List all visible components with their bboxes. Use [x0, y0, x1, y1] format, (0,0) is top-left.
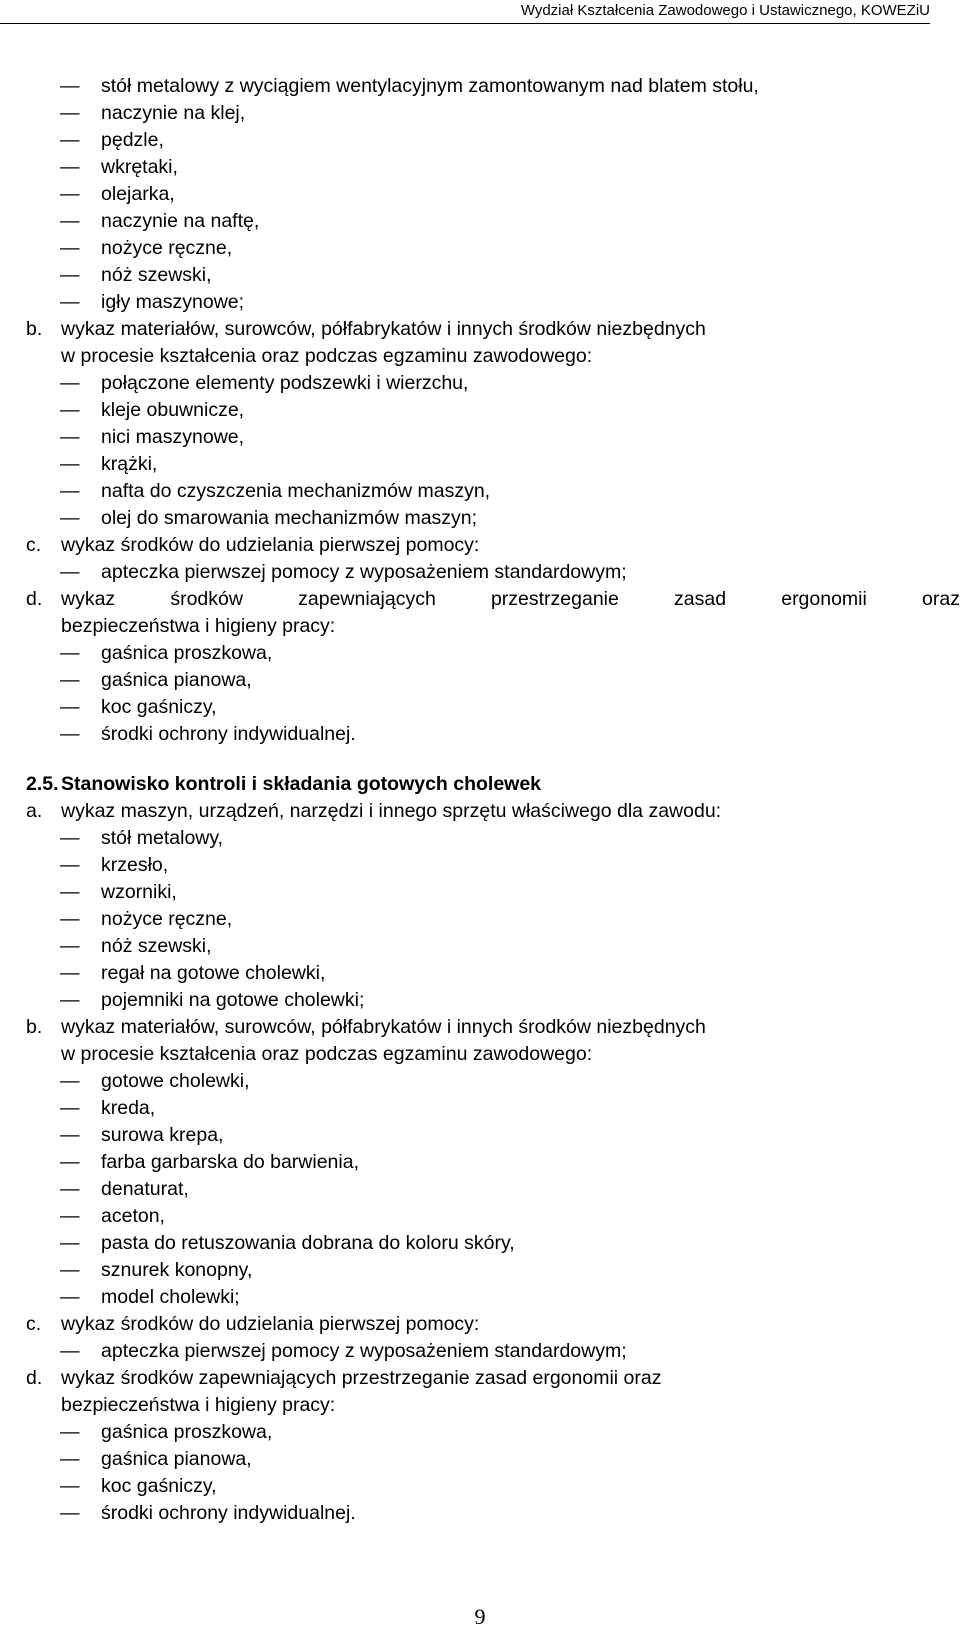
list-item [26, 397, 960, 424]
list-marker: c. [26, 534, 42, 556]
list-item-text: nóż szewski, [101, 264, 212, 286]
dash-bullet [60, 208, 80, 235]
dash-bullet [60, 1284, 80, 1311]
dash-bullet [60, 825, 80, 852]
list-heading-a [26, 798, 960, 825]
list-item-text: nożyce ręczne, [101, 237, 233, 259]
list-item [26, 1284, 960, 1311]
list-item-text: kreda, [101, 1097, 156, 1119]
list-item [26, 879, 960, 906]
dash-bullet [60, 906, 80, 933]
list-item-text: naczynie na naftę, [101, 210, 260, 232]
list-item [26, 1338, 960, 1365]
list-heading-text: wykaz środków zapewniających przestrzeganie zasad ergonomii oraz [61, 1367, 662, 1389]
word: ergonomii [781, 588, 867, 610]
list-item-text: igły maszynowe; [101, 291, 245, 313]
list-marker: b. [26, 1016, 43, 1038]
list-item [26, 478, 960, 505]
list-item-text: gaśnica proszkowa, [101, 1421, 273, 1443]
dash-bullet [60, 1230, 80, 1257]
equipment-list-continued [26, 73, 960, 748]
dash-bullet [60, 451, 80, 478]
list-item [26, 73, 960, 100]
list-item-text: gaśnica pianowa, [101, 669, 252, 691]
dash-bullet [60, 1095, 80, 1122]
list-marker: 2.5. [26, 773, 59, 795]
list-item-text: stół metalowy z wyciągiem wentylacyjnym zamontowanym nad blatem stołu, [101, 75, 759, 97]
dash-bullet [60, 289, 80, 316]
dash-bullet [60, 1419, 80, 1446]
list-heading-text: wykaz środków do udzielania pierwszej pomocy: [61, 1313, 480, 1335]
dash-bullet [60, 1203, 80, 1230]
dash-bullet [60, 1257, 80, 1284]
continuation-line [26, 613, 960, 640]
dash-bullet [60, 73, 80, 100]
list-item [26, 1068, 960, 1095]
word: przestrzeganie [490, 588, 619, 610]
list-item [26, 451, 960, 478]
dash-bullet [60, 100, 80, 127]
list-item-text: aceton, [101, 1205, 165, 1227]
list-item-text: nici maszynowe, [101, 426, 245, 448]
word: zapewniających [298, 588, 436, 610]
list-item-text: pędzle, [101, 129, 164, 151]
list-heading-text: wykaz maszyn, urządzeń, narzędzi i innego sprzętu właściwego dla zawodu: [61, 800, 722, 822]
dash-bullet [60, 235, 80, 262]
list-item-text: model cholewki; [101, 1286, 240, 1308]
dash-bullet [60, 960, 80, 987]
word: oraz [922, 588, 960, 610]
list-marker: d. [26, 1367, 43, 1389]
list-item-text: stół metalowy, [101, 827, 224, 849]
list-heading-d [26, 1365, 960, 1392]
list-item [26, 505, 960, 532]
dash-bullet [60, 127, 80, 154]
list-item-text: denaturat, [101, 1178, 189, 1200]
continuation-line [26, 1392, 960, 1419]
list-item [26, 1230, 960, 1257]
page-header [0, 0, 960, 22]
dash-bullet [60, 879, 80, 906]
list-item [26, 987, 960, 1014]
list-item-text: gaśnica pianowa, [101, 1448, 252, 1470]
list-item [26, 181, 960, 208]
list-item [26, 1203, 960, 1230]
list-item [26, 424, 960, 451]
list-marker: a. [26, 800, 43, 822]
list-item-text: gotowe cholewki, [101, 1070, 250, 1092]
dash-bullet [60, 933, 80, 960]
list-item [26, 208, 960, 235]
list-item-text: surowa krepa, [101, 1124, 224, 1146]
dash-bullet [60, 424, 80, 451]
list-item [26, 1446, 960, 1473]
list-item [26, 370, 960, 397]
dash-bullet [60, 1473, 80, 1500]
justified-text [61, 586, 960, 613]
list-marker: c. [26, 1313, 42, 1335]
list-item-text: koc gaśniczy, [101, 696, 217, 718]
continuation-text: bezpieczeństwa i higieny pracy: [61, 1394, 336, 1416]
list-item-text: naczynie na klej, [101, 102, 246, 124]
dash-bullet [60, 667, 80, 694]
list-item-text: pojemniki na gotowe cholewki; [101, 989, 365, 1011]
list-item-text: olej do smarowania mechanizmów maszyn; [101, 507, 478, 529]
list-item [26, 1095, 960, 1122]
list-item [26, 559, 960, 586]
dash-bullet [60, 1068, 80, 1095]
word: środków [170, 588, 243, 610]
list-item [26, 289, 960, 316]
dash-bullet [60, 1500, 80, 1527]
dash-bullet [60, 1338, 80, 1365]
continuation-text: w procesie kształcenia oraz podczas egzaminu zawodowego: [61, 345, 593, 367]
list-item-text: wkrętaki, [101, 156, 178, 178]
list-heading-b [26, 1014, 960, 1041]
list-item-text: pasta do retuszowania dobrana do koloru skóry, [101, 1232, 515, 1254]
list-item-text: olejarka, [101, 183, 175, 205]
dash-bullet [60, 478, 80, 505]
dash-bullet [60, 370, 80, 397]
header-title: Wydział Kształcenia Zawodowego i Ustawicznego, KOWEZiU [520, 2, 930, 19]
list-marker: d. [26, 588, 43, 610]
section-gap [26, 748, 960, 771]
list-item-text: apteczka pierwszej pomocy z wyposażeniem standardowym; [101, 1340, 627, 1362]
list-item [26, 1419, 960, 1446]
continuation-line [26, 1041, 960, 1068]
dash-bullet [60, 1176, 80, 1203]
list-item [26, 852, 960, 879]
list-item-text: gaśnica proszkowa, [101, 642, 273, 664]
word: zasad [674, 588, 727, 610]
list-item-text: nóż szewski, [101, 935, 212, 957]
list-heading-c [26, 532, 960, 559]
section-2-5 [26, 771, 960, 1527]
list-item-text: nafta do czyszczenia mechanizmów maszyn, [101, 480, 491, 502]
list-marker: b. [26, 318, 43, 340]
list-item [26, 235, 960, 262]
list-item [26, 154, 960, 181]
list-item [26, 933, 960, 960]
list-item-text: koc gaśniczy, [101, 1475, 217, 1497]
list-item [26, 825, 960, 852]
list-heading-c [26, 1311, 960, 1338]
dash-bullet [60, 154, 80, 181]
dash-bullet [60, 987, 80, 1014]
list-item-text: krzesło, [101, 854, 169, 876]
dash-bullet [60, 721, 80, 748]
list-item [26, 1257, 960, 1284]
list-item-text: środki ochrony indywidualnej. [101, 723, 356, 745]
list-item [26, 721, 960, 748]
list-item-text: wzorniki, [101, 881, 177, 903]
dash-bullet [60, 640, 80, 667]
dash-bullet [60, 181, 80, 208]
list-item [26, 1500, 960, 1527]
list-heading-text: wykaz środków do udzielania pierwszej pomocy: [61, 534, 480, 556]
list-item-text: kleje obuwnicze, [101, 399, 245, 421]
list-item-text: nożyce ręczne, [101, 908, 233, 930]
dash-bullet [60, 694, 80, 721]
list-item [26, 1176, 960, 1203]
list-item [26, 100, 960, 127]
document-body [26, 73, 960, 1527]
continuation-text: w procesie kształcenia oraz podczas egzaminu zawodowego: [61, 1043, 593, 1065]
dash-bullet [60, 397, 80, 424]
dash-bullet [60, 852, 80, 879]
list-item [26, 667, 960, 694]
list-item [26, 1149, 960, 1176]
word: wykaz [61, 588, 116, 610]
list-item-text: regał na gotowe cholewki, [101, 962, 326, 984]
dash-bullet [60, 1122, 80, 1149]
list-heading-b [26, 316, 960, 343]
section-title [26, 771, 960, 798]
dash-bullet [60, 262, 80, 289]
continuation-line [26, 343, 960, 370]
continuation-text: bezpieczeństwa i higieny pracy: [61, 615, 336, 637]
list-item [26, 960, 960, 987]
list-item-text: farba garbarska do barwienia, [101, 1151, 359, 1173]
list-item-text: krążki, [101, 453, 158, 475]
dash-bullet [60, 559, 80, 586]
dash-bullet [60, 505, 80, 532]
list-item [26, 127, 960, 154]
list-heading-text: wykaz materiałów, surowców, półfabrykatów i innych środków niezbędnych [61, 1016, 706, 1038]
dash-bullet [60, 1446, 80, 1473]
list-item-text: apteczka pierwszej pomocy z wyposażeniem standardowym; [101, 561, 627, 583]
list-item-text: sznurek konopny, [101, 1259, 253, 1281]
list-item [26, 694, 960, 721]
list-item-text: środki ochrony indywidualnej. [101, 1502, 356, 1524]
dash-bullet [60, 1149, 80, 1176]
list-heading-text: Stanowisko kontroli i składania gotowych cholewek [61, 773, 542, 795]
list-item [26, 1473, 960, 1500]
list-item [26, 906, 960, 933]
page-number: 9 [474, 1604, 486, 1629]
header-rule [0, 23, 930, 24]
list-item [26, 262, 960, 289]
list-heading-d [26, 586, 960, 613]
list-heading-text: wykaz materiałów, surowców, półfabrykatów i innych środków niezbędnych [61, 318, 706, 340]
list-item-text: połączone elementy podszewki i wierzchu, [101, 372, 469, 394]
list-item [26, 640, 960, 667]
list-item [26, 1122, 960, 1149]
